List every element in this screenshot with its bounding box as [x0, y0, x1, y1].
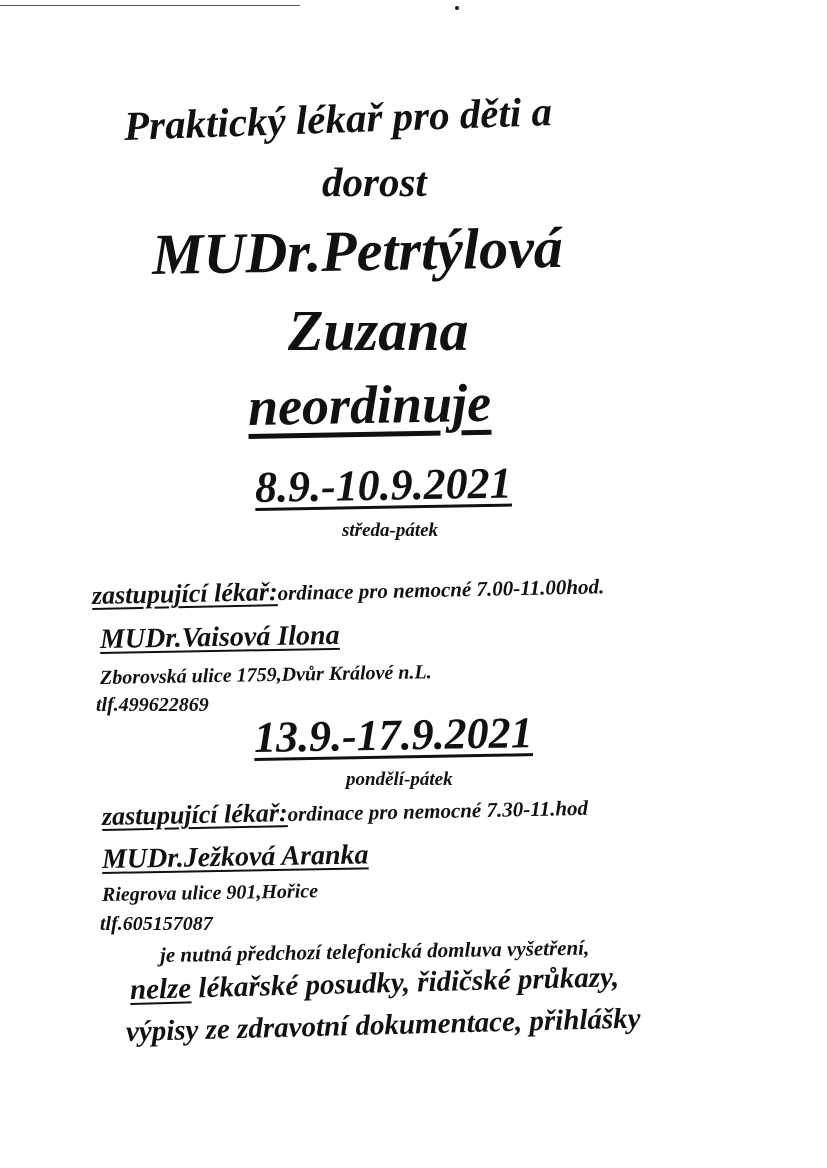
period1-address: Zborovská ulice 1759,Dvůr Králové n.L.: [99, 661, 432, 689]
notice-line-2: [130, 963, 620, 1005]
period2-substitute-row: [102, 794, 589, 830]
period1-hours: ordinace pro nemocné 7.00-11.00hod.: [277, 574, 605, 606]
period2-phone: tlf.605157087: [100, 913, 213, 935]
period2-days: pondělí-pátek: [346, 769, 453, 790]
scan-artifact-dot: [455, 6, 459, 10]
period2-dates: 13.9.-17.9.2021: [253, 708, 534, 762]
period1-dates: 8.9.-10.9.2021: [254, 458, 513, 512]
notice-line-3: výpisy ze zdravotní dokumentace, přihlášky: [125, 1002, 641, 1048]
period1-substitute-label: zastupující lékař:: [91, 577, 278, 610]
period2-substitute-label: zastupující lékař:: [101, 798, 288, 831]
heading-line-1: Praktický lékař pro děti a: [123, 88, 553, 149]
period2-doctor: MUDr.Ježková Aranka: [101, 839, 369, 875]
status-neordinuje: neordinuje: [247, 372, 492, 437]
scan-artifact-line: [0, 5, 300, 6]
notice-line-1: je nutná předchozí telefonická domluva vyšetření,: [159, 935, 590, 967]
doctor-name-line-2: Zuzana: [288, 298, 469, 363]
notice-nelze: nelze: [129, 972, 192, 1006]
period1-doctor: MUDr.Vaisová Ilona: [99, 619, 340, 655]
heading-line-2: dorost: [322, 159, 427, 205]
doctor-name-line-1: MUDr.Petrtýlová: [151, 214, 564, 287]
notice-line-2-rest: lékařské posudky, řidičské průkazy,: [190, 961, 620, 1005]
period1-phone: tlf.499622869: [96, 694, 209, 716]
period1-substitute-row: [92, 572, 605, 609]
period2-hours: ordinace pro nemocné 7.30-11.hod: [287, 795, 589, 827]
period1-days: středa-pátek: [342, 520, 439, 541]
period2-address: Riegrova ulice 901,Hořice: [101, 880, 319, 906]
